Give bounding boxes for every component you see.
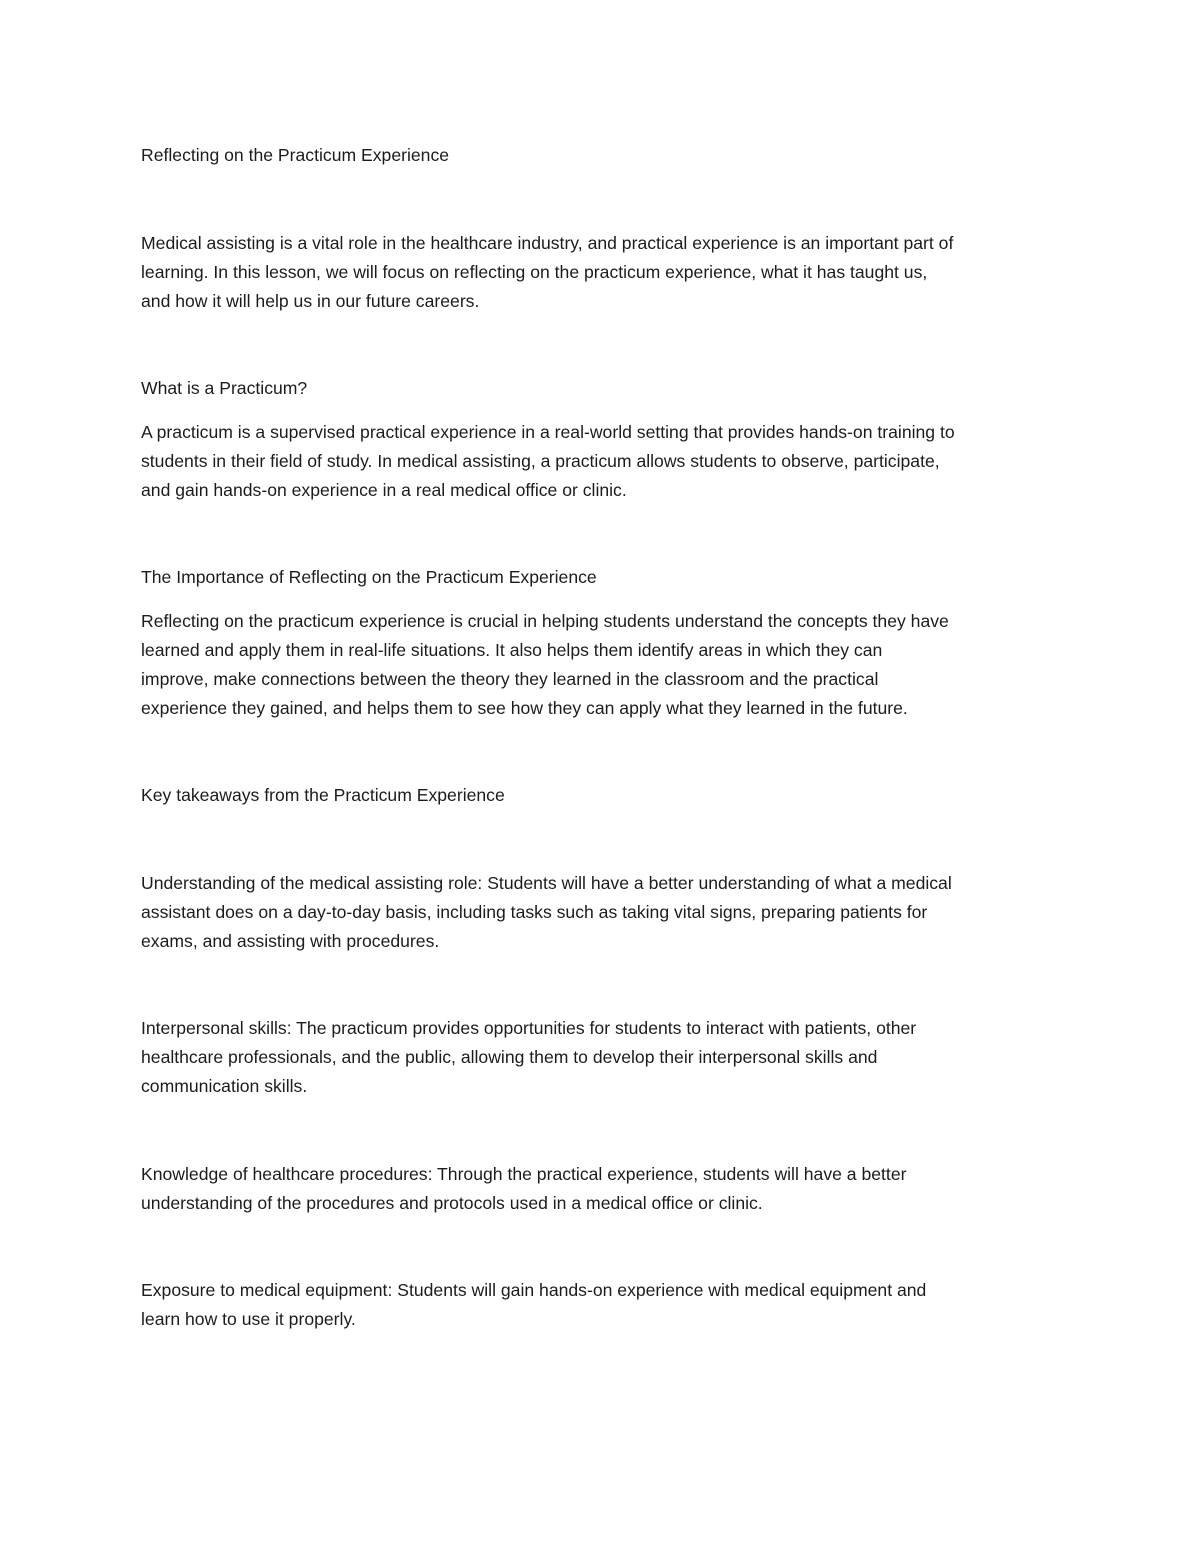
section-heading: What is a Practicum? [141,378,308,398]
paragraph-line: exams, and assisting with procedures. [141,931,440,951]
paragraph-line: assistant does on a day-to-day basis, including tasks such as taking vital signs, preparing patients for [141,902,928,922]
paragraph-line: learned and apply them in real-life situations. It also helps them identify areas in which they can [141,640,883,660]
paragraph-line: Interpersonal skills: The practicum provides opportunities for students to interact with patients, other [141,1018,917,1038]
paragraph-line: students in their field of study. In medical assisting, a practicum allows students to observe, participate, [141,451,940,471]
document-title: Reflecting on the Practicum Experience [141,145,450,165]
paragraph-line: learn how to use it properly. [141,1309,356,1329]
paragraph-line: Medical assisting is a vital role in the healthcare industry, and practical experience is an important part of [141,233,954,253]
paragraph-line: Understanding of the medical assisting role: Students will have a better understanding of what a medical [141,873,952,893]
paragraph-line: understanding of the procedures and protocols used in a medical office or clinic. [141,1193,763,1213]
section-heading: The Importance of Reflecting on the Practicum Experience [141,567,597,587]
paragraph-line: Exposure to medical equipment: Students will gain hands-on experience with medical equipment and [141,1280,927,1300]
paragraph-line: and how it will help us in our future careers. [141,291,480,311]
paragraph-line: communication skills. [141,1076,308,1096]
paragraph-line: A practicum is a supervised practical experience in a real-world setting that provides hands-on training to [141,422,955,442]
paragraph-line: and gain hands-on experience in a real medical office or clinic. [141,480,627,500]
paragraph-line: healthcare professionals, and the public, allowing them to develop their interpersonal skills and [141,1047,878,1067]
paragraph-line: experience they gained, and helps them to see how they can apply what they learned in the future. [141,698,908,718]
paragraph-line: Reflecting on the practicum experience is crucial in helping students understand the concepts they have [141,611,949,631]
section-heading: Key takeaways from the Practicum Experience [141,785,505,805]
paragraph-line: Knowledge of healthcare procedures: Through the practical experience, students will have a better [141,1164,907,1184]
paragraph-line: improve, make connections between the theory they learned in the classroom and the practical [141,669,879,689]
paragraph-line: learning. In this lesson, we will focus on reflecting on the practicum experience, what it has taught us, [141,262,928,282]
